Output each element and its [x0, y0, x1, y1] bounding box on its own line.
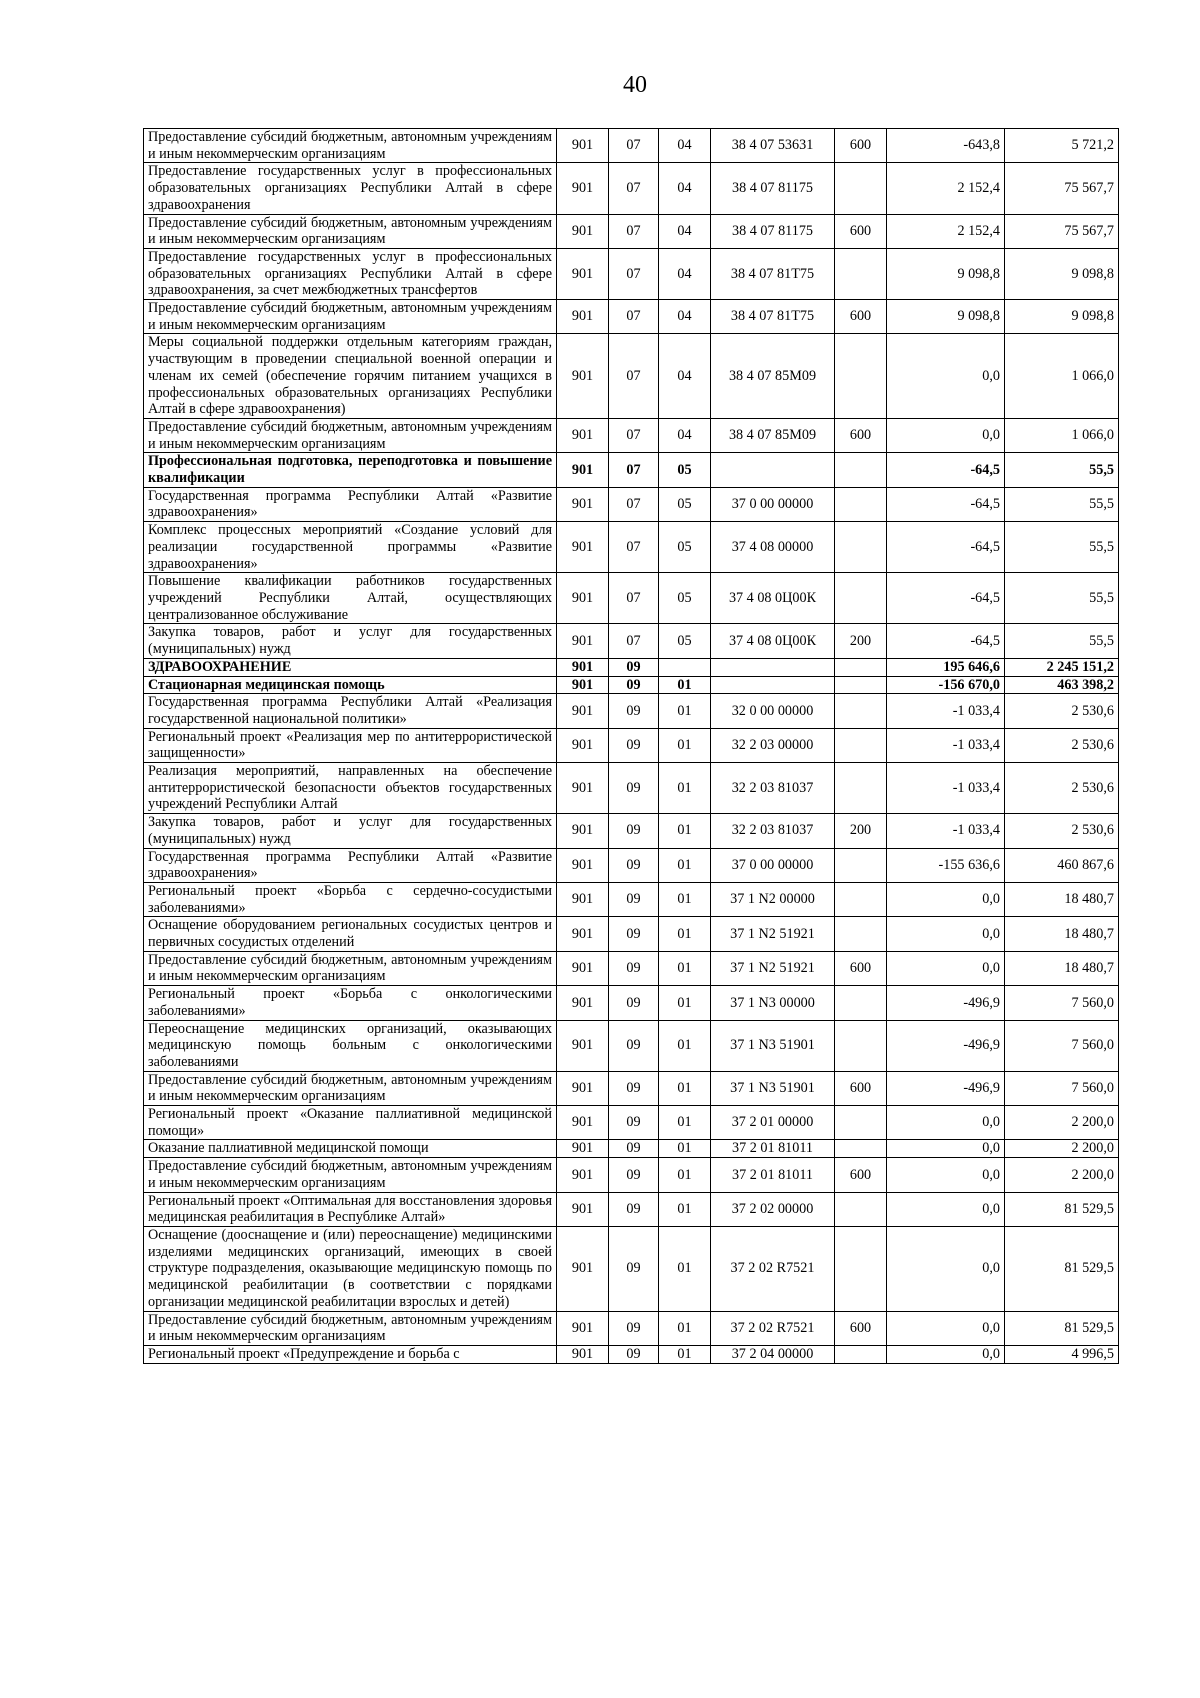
table-row	[144, 1071, 1119, 1105]
amount-change-cell: 195 646,6	[887, 658, 1005, 676]
amount-total-cell: 18 480,7	[1005, 917, 1119, 951]
subsection-code-cell: 05	[659, 624, 711, 658]
target-article-cell: 38 4 07 81Т75	[711, 300, 835, 334]
amount-change-cell: 2 152,4	[887, 163, 1005, 214]
subsection-code-cell: 01	[659, 917, 711, 951]
ved-code-cell: 901	[557, 676, 609, 694]
row-name-cell: Государственная программа Республики Алтай «Развитие здравоохранения»	[144, 487, 557, 521]
amount-total-cell: 18 480,7	[1005, 882, 1119, 916]
table-row	[144, 1020, 1119, 1071]
ved-code-cell: 901	[557, 334, 609, 419]
section-code-cell: 07	[609, 522, 659, 573]
amount-total-cell: 55,5	[1005, 487, 1119, 521]
target-article-cell: 37 1 N3 00000	[711, 986, 835, 1020]
row-name-cell: Государственная программа Республики Алтай «Реализация государственной национальной политики»	[144, 694, 557, 728]
target-article-cell: 37 2 04 00000	[711, 1345, 835, 1363]
section-code-cell: 07	[609, 453, 659, 487]
ved-code-cell: 901	[557, 1311, 609, 1345]
expense-type-cell	[835, 694, 887, 728]
amount-change-cell: 9 098,8	[887, 300, 1005, 334]
budget-table	[143, 128, 1119, 1364]
amount-change-cell: -1 033,4	[887, 814, 1005, 848]
amount-total-cell: 9 098,8	[1005, 248, 1119, 299]
target-article-cell: 32 2 03 81037	[711, 814, 835, 848]
amount-total-cell: 55,5	[1005, 522, 1119, 573]
amount-total-cell: 81 529,5	[1005, 1192, 1119, 1226]
target-article-cell: 37 2 02 R7521	[711, 1311, 835, 1345]
expense-type-cell	[835, 522, 887, 573]
table-row	[144, 676, 1119, 694]
amount-total-cell: 75 567,7	[1005, 214, 1119, 248]
amount-total-cell: 81 529,5	[1005, 1227, 1119, 1312]
target-article-cell: 37 4 08 00000	[711, 522, 835, 573]
subsection-code-cell: 01	[659, 848, 711, 882]
table-row	[144, 1106, 1119, 1140]
section-code-cell: 09	[609, 1071, 659, 1105]
row-name-cell: Комплекс процессных мероприятий «Создание условий для реализации государственной программы «Развитие здравоохранения»	[144, 522, 557, 573]
section-code-cell: 09	[609, 1227, 659, 1312]
expense-type-cell	[835, 453, 887, 487]
row-name-cell: ЗДРАВООХРАНЕНИЕ	[144, 658, 557, 676]
ved-code-cell: 901	[557, 694, 609, 728]
ved-code-cell: 901	[557, 248, 609, 299]
table-row	[144, 487, 1119, 521]
amount-total-cell: 1 066,0	[1005, 418, 1119, 452]
amount-change-cell: 0,0	[887, 882, 1005, 916]
section-code-cell: 07	[609, 624, 659, 658]
subsection-code-cell: 01	[659, 694, 711, 728]
section-code-cell: 07	[609, 418, 659, 452]
target-article-cell: 37 4 08 0Ц00К	[711, 573, 835, 624]
expense-type-cell: 600	[835, 214, 887, 248]
row-name-cell: Оказание паллиативной медицинской помощи	[144, 1140, 557, 1158]
row-name-cell: Региональный проект «Реализация мер по антитеррористической защищенности»	[144, 728, 557, 762]
section-code-cell: 09	[609, 814, 659, 848]
expense-type-cell	[835, 676, 887, 694]
section-code-cell: 09	[609, 763, 659, 814]
expense-type-cell	[835, 1345, 887, 1363]
expense-type-cell	[835, 848, 887, 882]
amount-total-cell: 460 867,6	[1005, 848, 1119, 882]
expense-type-cell: 200	[835, 814, 887, 848]
table-row	[144, 1345, 1119, 1363]
section-code-cell: 09	[609, 694, 659, 728]
amount-change-cell: -156 670,0	[887, 676, 1005, 694]
section-code-cell: 09	[609, 658, 659, 676]
table-row	[144, 814, 1119, 848]
target-article-cell: 32 2 03 81037	[711, 763, 835, 814]
amount-total-cell: 7 560,0	[1005, 1020, 1119, 1071]
expense-type-cell	[835, 986, 887, 1020]
subsection-code-cell: 01	[659, 814, 711, 848]
expense-type-cell	[835, 1140, 887, 1158]
amount-total-cell: 55,5	[1005, 453, 1119, 487]
expense-type-cell	[835, 763, 887, 814]
subsection-code-cell: 01	[659, 1311, 711, 1345]
section-code-cell: 07	[609, 214, 659, 248]
target-article-cell: 37 2 01 81011	[711, 1140, 835, 1158]
ved-code-cell: 901	[557, 214, 609, 248]
amount-change-cell: -64,5	[887, 487, 1005, 521]
section-code-cell: 09	[609, 1020, 659, 1071]
amount-total-cell: 2 530,6	[1005, 763, 1119, 814]
row-name-cell: Оснащение оборудованием региональных сосудистых центров и первичных сосудистых отделений	[144, 917, 557, 951]
section-code-cell: 09	[609, 986, 659, 1020]
amount-change-cell: 9 098,8	[887, 248, 1005, 299]
row-name-cell: Региональный проект «Оптимальная для восстановления здоровья медицинская реабилитация в Республике Алтай»	[144, 1192, 557, 1226]
subsection-code-cell: 01	[659, 1020, 711, 1071]
amount-change-cell: -1 033,4	[887, 763, 1005, 814]
target-article-cell	[711, 453, 835, 487]
ved-code-cell: 901	[557, 1345, 609, 1363]
table-row	[144, 248, 1119, 299]
section-code-cell: 09	[609, 848, 659, 882]
row-name-cell: Оснащение (дооснащение и (или) переоснащение) медицинскими изделиями медицинских организаций, имеющих в своей структуре подразделения, оказывающие медицинскую помощь по медицинской реабилитации (в соответствии с порядками организации медицинской реабилитации взрослых и детей)	[144, 1227, 557, 1312]
target-article-cell: 37 1 N2 51921	[711, 917, 835, 951]
subsection-code-cell: 04	[659, 163, 711, 214]
amount-total-cell: 81 529,5	[1005, 1311, 1119, 1345]
ved-code-cell: 901	[557, 728, 609, 762]
subsection-code-cell: 04	[659, 418, 711, 452]
page-number: 40	[623, 72, 647, 98]
amount-change-cell: -1 033,4	[887, 728, 1005, 762]
expense-type-cell: 600	[835, 300, 887, 334]
section-code-cell: 09	[609, 917, 659, 951]
expense-type-cell: 600	[835, 1311, 887, 1345]
target-article-cell: 38 4 07 81Т75	[711, 248, 835, 299]
section-code-cell: 09	[609, 882, 659, 916]
subsection-code-cell: 04	[659, 300, 711, 334]
subsection-code-cell: 01	[659, 1106, 711, 1140]
amount-total-cell: 2 530,6	[1005, 694, 1119, 728]
subsection-code-cell: 01	[659, 1071, 711, 1105]
expense-type-cell	[835, 917, 887, 951]
expense-type-cell	[835, 334, 887, 419]
subsection-code-cell: 01	[659, 1192, 711, 1226]
subsection-code-cell	[659, 658, 711, 676]
amount-change-cell: -496,9	[887, 1071, 1005, 1105]
amount-total-cell: 4 996,5	[1005, 1345, 1119, 1363]
ved-code-cell: 901	[557, 1106, 609, 1140]
row-name-cell: Региональный проект «Борьба с сердечно-сосудистыми заболеваниями»	[144, 882, 557, 916]
subsection-code-cell: 01	[659, 1140, 711, 1158]
ved-code-cell: 901	[557, 951, 609, 985]
row-name-cell: Предоставление субсидий бюджетным, автономным учреждениям и иным некоммерческим организациям	[144, 951, 557, 985]
expense-type-cell	[835, 248, 887, 299]
target-article-cell: 32 2 03 00000	[711, 728, 835, 762]
row-name-cell: Переоснащение медицинских организаций, оказывающих медицинскую помощь больным с онкологическими заболеваниями	[144, 1020, 557, 1071]
amount-change-cell: -496,9	[887, 986, 1005, 1020]
target-article-cell: 38 4 07 81175	[711, 214, 835, 248]
subsection-code-cell: 01	[659, 1227, 711, 1312]
ved-code-cell: 901	[557, 453, 609, 487]
table-row	[144, 986, 1119, 1020]
row-name-cell: Стационарная медицинская помощь	[144, 676, 557, 694]
amount-total-cell: 2 530,6	[1005, 728, 1119, 762]
target-article-cell: 37 1 N3 51901	[711, 1071, 835, 1105]
amount-change-cell: 2 152,4	[887, 214, 1005, 248]
table-row	[144, 1140, 1119, 1158]
ved-code-cell: 901	[557, 1071, 609, 1105]
expense-type-cell	[835, 1020, 887, 1071]
amount-total-cell: 5 721,2	[1005, 129, 1119, 163]
row-name-cell: Региональный проект «Оказание паллиативной медицинской помощи»	[144, 1106, 557, 1140]
subsection-code-cell: 01	[659, 763, 711, 814]
expense-type-cell	[835, 1227, 887, 1312]
ved-code-cell: 901	[557, 163, 609, 214]
row-name-cell: Предоставление государственных услуг в профессиональных образовательных организациях Республики Алтай в сфере здравоохранения	[144, 163, 557, 214]
amount-total-cell: 7 560,0	[1005, 1071, 1119, 1105]
subsection-code-cell: 05	[659, 453, 711, 487]
ved-code-cell: 901	[557, 1158, 609, 1192]
table-row	[144, 214, 1119, 248]
row-name-cell: Предоставление государственных услуг в профессиональных образовательных организациях Республики Алтай в сфере здравоохранения, за счет межбюджетных трансфертов	[144, 248, 557, 299]
table-row	[144, 848, 1119, 882]
table-row	[144, 129, 1119, 163]
subsection-code-cell: 04	[659, 334, 711, 419]
amount-change-cell: 0,0	[887, 1227, 1005, 1312]
amount-change-cell: -643,8	[887, 129, 1005, 163]
table-row	[144, 1158, 1119, 1192]
subsection-code-cell: 01	[659, 882, 711, 916]
ved-code-cell: 901	[557, 917, 609, 951]
table-row	[144, 763, 1119, 814]
ved-code-cell: 901	[557, 763, 609, 814]
target-article-cell	[711, 676, 835, 694]
ved-code-cell: 901	[557, 573, 609, 624]
target-article-cell: 37 2 02 00000	[711, 1192, 835, 1226]
row-name-cell: Закупка товаров, работ и услуг для государственных (муниципальных) нужд	[144, 624, 557, 658]
amount-change-cell: 0,0	[887, 334, 1005, 419]
section-code-cell: 09	[609, 1192, 659, 1226]
target-article-cell: 37 1 N2 00000	[711, 882, 835, 916]
section-code-cell: 07	[609, 163, 659, 214]
section-code-cell: 07	[609, 334, 659, 419]
subsection-code-cell: 04	[659, 248, 711, 299]
subsection-code-cell: 01	[659, 676, 711, 694]
amount-total-cell: 9 098,8	[1005, 300, 1119, 334]
amount-change-cell: -155 636,6	[887, 848, 1005, 882]
expense-type-cell: 600	[835, 1071, 887, 1105]
subsection-code-cell: 05	[659, 522, 711, 573]
row-name-cell: Региональный проект «Борьба с онкологическими заболеваниями»	[144, 986, 557, 1020]
subsection-code-cell: 01	[659, 1345, 711, 1363]
target-article-cell: 37 0 00 00000	[711, 848, 835, 882]
row-name-cell: Реализация мероприятий, направленных на обеспечение антитеррористической безопасности объектов государственных учреждений Республики Алтай	[144, 763, 557, 814]
target-article-cell	[711, 658, 835, 676]
target-article-cell: 37 2 01 81011	[711, 1158, 835, 1192]
table-row	[144, 624, 1119, 658]
target-article-cell: 37 2 02 R7521	[711, 1227, 835, 1312]
row-name-cell: Предоставление субсидий бюджетным, автономным учреждениям и иным некоммерческим организациям	[144, 214, 557, 248]
row-name-cell: Меры социальной поддержки отдельным категориям граждан, участвующим в проведении специальной военной операции и членам их семей (обеспечение горячим питанием учащихся в профессиональных образовательных организациях Республики Алтай в сфере здравоохранения)	[144, 334, 557, 419]
table-row	[144, 658, 1119, 676]
section-code-cell: 07	[609, 573, 659, 624]
row-name-cell: Повышение квалификации работников государственных учреждений Республики Алтай, осуществляющих централизованное обслуживание	[144, 573, 557, 624]
ved-code-cell: 901	[557, 624, 609, 658]
table-row	[144, 882, 1119, 916]
amount-change-cell: -64,5	[887, 573, 1005, 624]
amount-change-cell: 0,0	[887, 1106, 1005, 1140]
amount-total-cell: 2 530,6	[1005, 814, 1119, 848]
expense-type-cell	[835, 1192, 887, 1226]
target-article-cell: 37 2 01 00000	[711, 1106, 835, 1140]
amount-change-cell: 0,0	[887, 1140, 1005, 1158]
ved-code-cell: 901	[557, 882, 609, 916]
section-code-cell: 09	[609, 1158, 659, 1192]
table-row	[144, 300, 1119, 334]
section-code-cell: 07	[609, 487, 659, 521]
ved-code-cell: 901	[557, 1020, 609, 1071]
table-row	[144, 334, 1119, 419]
section-code-cell: 09	[609, 1106, 659, 1140]
expense-type-cell	[835, 573, 887, 624]
amount-total-cell: 55,5	[1005, 573, 1119, 624]
table-row	[144, 573, 1119, 624]
expense-type-cell	[835, 882, 887, 916]
expense-type-cell	[835, 1106, 887, 1140]
subsection-code-cell: 01	[659, 728, 711, 762]
ved-code-cell: 901	[557, 1140, 609, 1158]
ved-code-cell: 901	[557, 658, 609, 676]
table-row	[144, 917, 1119, 951]
ved-code-cell: 901	[557, 986, 609, 1020]
target-article-cell: 32 0 00 00000	[711, 694, 835, 728]
ved-code-cell: 901	[557, 487, 609, 521]
amount-total-cell: 463 398,2	[1005, 676, 1119, 694]
amount-change-cell: 0,0	[887, 418, 1005, 452]
expense-type-cell	[835, 728, 887, 762]
row-name-cell: Предоставление субсидий бюджетным, автономным учреждениям и иным некоммерческим организациям	[144, 418, 557, 452]
subsection-code-cell: 01	[659, 951, 711, 985]
expense-type-cell	[835, 163, 887, 214]
subsection-code-cell: 01	[659, 986, 711, 1020]
row-name-cell: Предоставление субсидий бюджетным, автономным учреждениям и иным некоммерческим организациям	[144, 1158, 557, 1192]
expense-type-cell	[835, 487, 887, 521]
row-name-cell: Предоставление субсидий бюджетным, автономным учреждениям и иным некоммерческим организациям	[144, 1071, 557, 1105]
target-article-cell: 38 4 07 85М09	[711, 334, 835, 419]
section-code-cell: 07	[609, 129, 659, 163]
target-article-cell: 38 4 07 81175	[711, 163, 835, 214]
row-name-cell: Закупка товаров, работ и услуг для государственных (муниципальных) нужд	[144, 814, 557, 848]
table-row	[144, 1311, 1119, 1345]
row-name-cell: Государственная программа Республики Алтай «Развитие здравоохранения»	[144, 848, 557, 882]
target-article-cell: 38 4 07 85М09	[711, 418, 835, 452]
ved-code-cell: 901	[557, 1192, 609, 1226]
ved-code-cell: 901	[557, 522, 609, 573]
row-name-cell: Профессиональная подготовка, переподготовка и повышение квалификации	[144, 453, 557, 487]
amount-change-cell: -1 033,4	[887, 694, 1005, 728]
section-code-cell: 07	[609, 300, 659, 334]
amount-total-cell: 55,5	[1005, 624, 1119, 658]
table-row	[144, 418, 1119, 452]
amount-change-cell: -64,5	[887, 624, 1005, 658]
table-row	[144, 1192, 1119, 1226]
section-code-cell: 09	[609, 951, 659, 985]
expense-type-cell: 600	[835, 418, 887, 452]
amount-change-cell: -64,5	[887, 453, 1005, 487]
amount-total-cell: 2 200,0	[1005, 1106, 1119, 1140]
amount-total-cell: 2 200,0	[1005, 1158, 1119, 1192]
amount-change-cell: 0,0	[887, 1311, 1005, 1345]
ved-code-cell: 901	[557, 814, 609, 848]
amount-total-cell: 2 245 151,2	[1005, 658, 1119, 676]
amount-total-cell: 2 200,0	[1005, 1140, 1119, 1158]
expense-type-cell: 600	[835, 1158, 887, 1192]
expense-type-cell: 600	[835, 129, 887, 163]
row-name-cell: Предоставление субсидий бюджетным, автономным учреждениям и иным некоммерческим организациям	[144, 129, 557, 163]
table-row	[144, 1227, 1119, 1312]
expense-type-cell	[835, 658, 887, 676]
ved-code-cell: 901	[557, 300, 609, 334]
amount-change-cell: 0,0	[887, 1158, 1005, 1192]
amount-total-cell: 1 066,0	[1005, 334, 1119, 419]
section-code-cell: 09	[609, 1345, 659, 1363]
table-row	[144, 453, 1119, 487]
row-name-cell: Региональный проект «Предупреждение и борьба с	[144, 1345, 557, 1363]
subsection-code-cell: 04	[659, 214, 711, 248]
expense-type-cell: 600	[835, 951, 887, 985]
table-row	[144, 951, 1119, 985]
section-code-cell: 09	[609, 1311, 659, 1345]
section-code-cell: 07	[609, 248, 659, 299]
section-code-cell: 09	[609, 676, 659, 694]
target-article-cell: 37 4 08 0Ц00К	[711, 624, 835, 658]
ved-code-cell: 901	[557, 848, 609, 882]
amount-change-cell: 0,0	[887, 1192, 1005, 1226]
subsection-code-cell: 04	[659, 129, 711, 163]
table-row	[144, 728, 1119, 762]
ved-code-cell: 901	[557, 1227, 609, 1312]
amount-total-cell: 18 480,7	[1005, 951, 1119, 985]
target-article-cell: 37 1 N2 51921	[711, 951, 835, 985]
amount-change-cell: -64,5	[887, 522, 1005, 573]
section-code-cell: 09	[609, 728, 659, 762]
subsection-code-cell: 05	[659, 573, 711, 624]
row-name-cell: Предоставление субсидий бюджетным, автономным учреждениям и иным некоммерческим организациям	[144, 300, 557, 334]
target-article-cell: 37 1 N3 51901	[711, 1020, 835, 1071]
expense-type-cell: 200	[835, 624, 887, 658]
ved-code-cell: 901	[557, 418, 609, 452]
table-row	[144, 163, 1119, 214]
amount-change-cell: 0,0	[887, 1345, 1005, 1363]
table-row	[144, 522, 1119, 573]
table-row	[144, 694, 1119, 728]
subsection-code-cell: 01	[659, 1158, 711, 1192]
target-article-cell: 38 4 07 53631	[711, 129, 835, 163]
row-name-cell: Предоставление субсидий бюджетным, автономным учреждениям и иным некоммерческим организациям	[144, 1311, 557, 1345]
amount-total-cell: 7 560,0	[1005, 986, 1119, 1020]
subsection-code-cell: 05	[659, 487, 711, 521]
amount-change-cell: 0,0	[887, 917, 1005, 951]
ved-code-cell: 901	[557, 129, 609, 163]
target-article-cell: 37 0 00 00000	[711, 487, 835, 521]
amount-total-cell: 75 567,7	[1005, 163, 1119, 214]
section-code-cell: 09	[609, 1140, 659, 1158]
amount-change-cell: -496,9	[887, 1020, 1005, 1071]
amount-change-cell: 0,0	[887, 951, 1005, 985]
